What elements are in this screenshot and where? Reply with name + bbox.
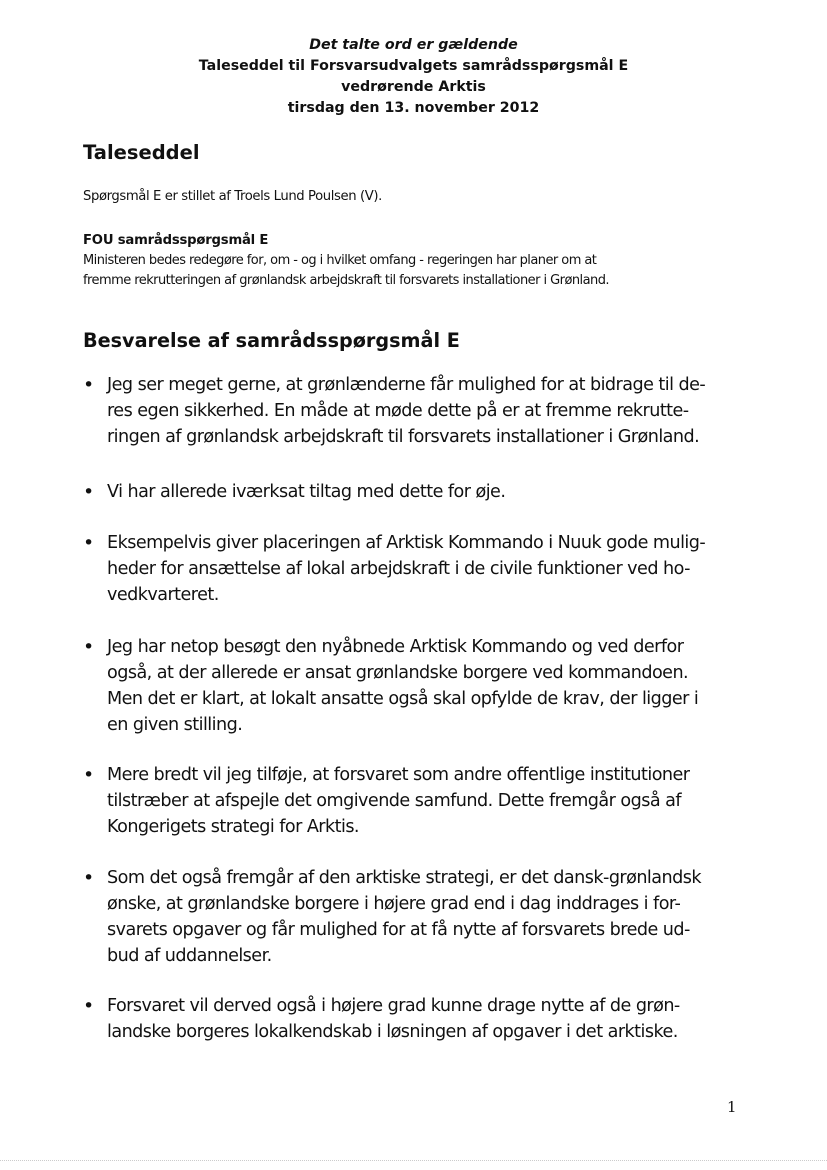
bullet-line: Forsvaret vil derved også i højere grad kunne drage nytte af de grøn- [107,996,680,1016]
bullet-line: ønske, at grønlandske borgere i højere grad end i dag inddrages i for- [107,894,681,914]
section-heading-besvarelse: Besvarelse af samrådsspørgsmål E [83,329,460,352]
bullet-line: svarets opgaver og får mulighed for at få nytte af forsvarets brede ud- [107,920,690,940]
bullet-marker: • [83,764,95,786]
bullet-line: tilstræber at afspejle det omgivende samfund. Dette fremgår også af [107,791,681,811]
bullet-marker: • [83,867,95,889]
bullet-marker: • [83,532,95,554]
bullet-line: ringen af grønlandsk arbejdskraft til forsvarets installationer i Grønland. [107,427,700,447]
bullet-line: Jeg har netop besøgt den nyåbnede Arktisk Kommando og ved derfor [107,637,684,657]
bullet-text [107,530,747,608]
bullet-marker: • [83,374,95,396]
header-subject: vedrørende Arktis [341,79,486,95]
document-header [0,35,827,119]
bullet-line: Kongerigets strategi for Arktis. [107,817,359,837]
bullet-marker: • [83,995,95,1017]
fou-question-text [83,251,763,291]
bullet-line: Vi har allerede iværksat tiltag med dette for øje. [107,482,506,502]
bullet-line: en given stilling. [107,715,243,735]
bullet-text [107,993,747,1045]
fou-question-line: Ministeren bedes redegøre for, om - og i hvilket omfang - regeringen har planer om at [83,253,597,268]
header-date: tirsdag den 13. november 2012 [287,100,540,116]
bullet-text [107,762,747,840]
header-notice: Det talte ord er gældende [309,37,518,53]
bullet-line: Eksempelvis giver placeringen af Arktisk Kommando i Nuuk gode mulig- [107,533,706,553]
section-heading-taleseddel: Taleseddel [83,141,200,164]
bullet-line: Mere bredt vil jeg tilføje, at forsvaret som andre offentlige institutioner [107,765,690,785]
bullet-line: Som det også fremgår af den arktiske strategi, er det dansk-grønlandsk [107,868,701,888]
bullet-line: landske borgeres lokalkendskab i løsningen af opgaver i det arktiske. [107,1022,678,1042]
bullet-line: heder for ansættelse af lokal arbejdskraft i de civile funktioner ved ho- [107,559,690,579]
header-title: Taleseddel til Forsvarsudvalgets samrådsspørgsmål E [198,58,629,74]
scan-edge-divider [0,1160,827,1161]
fou-question-line: fremme rekrutteringen af grønlandsk arbejdskraft til forsvarets installationer i Grønland. [83,273,609,288]
bullet-line: også, at der allerede er ansat grønlandske borgere ved kommandoen. [107,663,689,683]
question-author-text: Spørgsmål E er stillet af Troels Lund Poulsen (V). [83,189,382,204]
bullet-text [107,479,747,505]
bullet-text [107,865,747,969]
bullet-line: bud af uddannelser. [107,946,272,966]
bullet-line: Jeg ser meget gerne, at grønlænderne får mulighed for at bidrage til de- [107,375,706,395]
bullet-marker: • [83,636,95,658]
bullet-line: res egen sikkerhed. En måde at møde dette på er at fremme rekrutte- [107,401,689,421]
fou-question-title: FOU samrådsspørgsmål E [83,233,269,248]
bullet-marker: • [83,481,95,503]
bullet-text [107,372,747,450]
page-number: 1 [727,1098,737,1116]
bullet-line: vedkvarteret. [107,585,219,605]
bullet-line: Men det er klart, at lokalt ansatte også skal opfylde de krav, der ligger i [107,689,699,709]
bullet-text [107,634,747,738]
